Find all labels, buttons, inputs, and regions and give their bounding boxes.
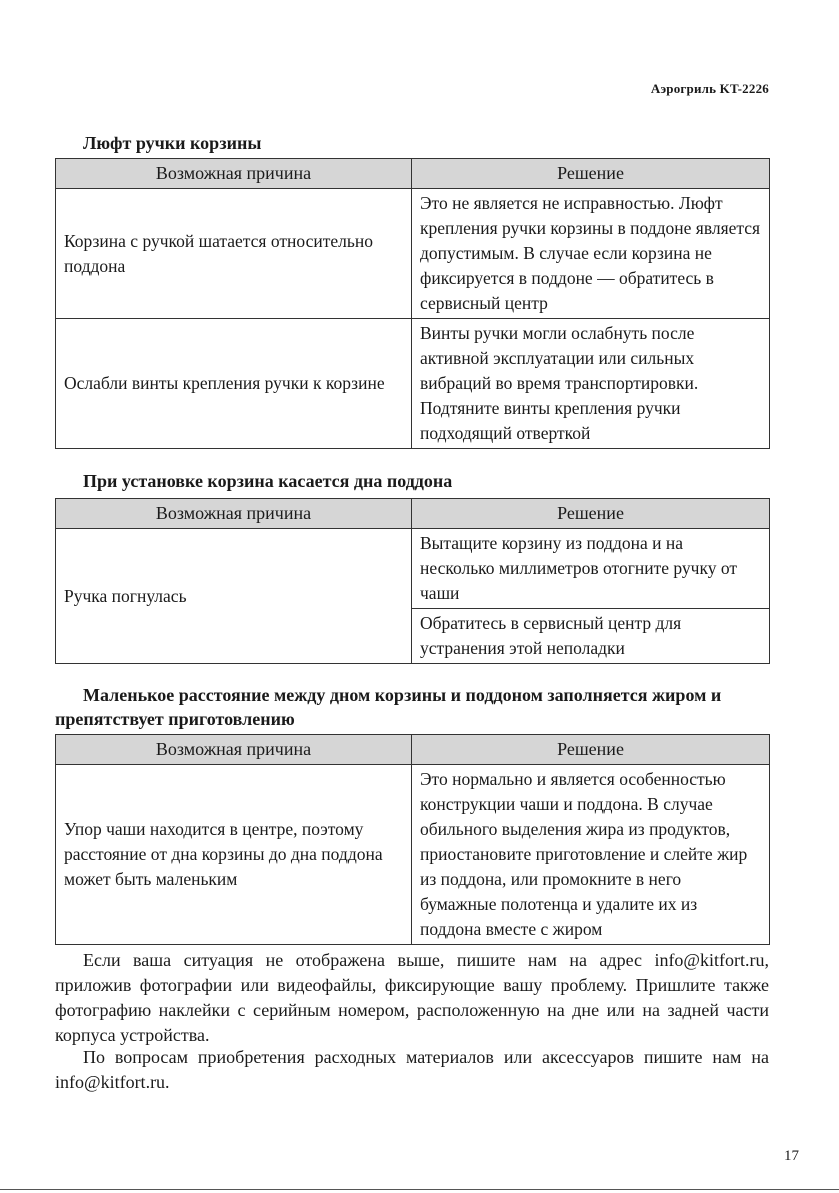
table-row [56,765,770,945]
solution-cell: Это не является не исправностью. Люфт крепления ручки корзины в поддоне является допустимым. В случае если корзина не фиксируется в поддоне — обратитесь в сервисный центр [412,189,770,319]
cause-cell: Ослабли винты крепления ручки к корзине [56,319,412,449]
section-title-grease-fills-gap: Маленькое расстояние между дном корзины и поддоном заполняется жиром и препятствует приготовлению [55,685,722,729]
column-header-cause: Возможная причина [56,159,412,189]
troubleshooting-table-2 [55,498,770,664]
solution-cell: Винты ручки могли ослабнуть после активной эксплуатации или сильных вибраций во время транспортировки. Подтяните винты крепления ручки подходящий отверткой [412,319,770,449]
contact-paragraph: Если ваша ситуация не отображена выше, пишите нам на адрес info@kitfort.ru, приложив фотографии или видеофайлы, фиксирующие вашу проблему. Пришлите также фотографию наклейки с серийным номером, расположенную на дне или на задней части корпуса устройства. [55,950,769,1045]
column-header-solution: Решение [412,735,770,765]
column-header-solution: Решение [412,499,770,529]
table-row [56,189,770,319]
solution-cell: Обратитесь в сервисный центр для устранения этой неполадки [412,609,770,664]
troubleshooting-table-1 [55,158,770,449]
cause-cell: Ручка погнулась [56,529,412,664]
column-header-cause: Возможная причина [56,735,412,765]
cause-cell: Корзина с ручкой шатается относительно поддона [56,189,412,319]
column-header-solution: Решение [412,159,770,189]
table-header-row [56,499,770,529]
cause-cell: Упор чаши находится в центре, поэтому расстояние от дна корзины до дна поддона может быть маленьким [56,765,412,945]
section-title-basket-touches-pan: При установке корзина касается дна поддона [83,471,453,491]
table-row [56,319,770,449]
solution-cell: Вытащите корзину из поддона и на несколько миллиметров отогните ручку от чаши [412,529,770,609]
section-title-basket-handle-play: Люфт ручки корзины [83,133,262,153]
accessories-paragraph: По вопросам приобретения расходных материалов или аксессуаров пишите нам на info@kitfort.ru. [55,1047,769,1092]
table-row [56,529,770,609]
column-header-cause: Возможная причина [56,499,412,529]
table-header-row [56,735,770,765]
solution-cell: Это нормально и является особенностью конструкции чаши и поддона. В случае обильного выделения жира из продуктов, приостановите приготовление и слейте жир из поддона, или промокните в него бумажные полотенца и удалите их из поддона вместе с жиром [412,765,770,945]
page-number: 17 [784,1148,799,1164]
troubleshooting-table-3 [55,734,770,945]
document-header-title: Аэрогриль KT-2226 [650,81,769,96]
table-header-row [56,159,770,189]
bottom-divider [0,1189,839,1190]
